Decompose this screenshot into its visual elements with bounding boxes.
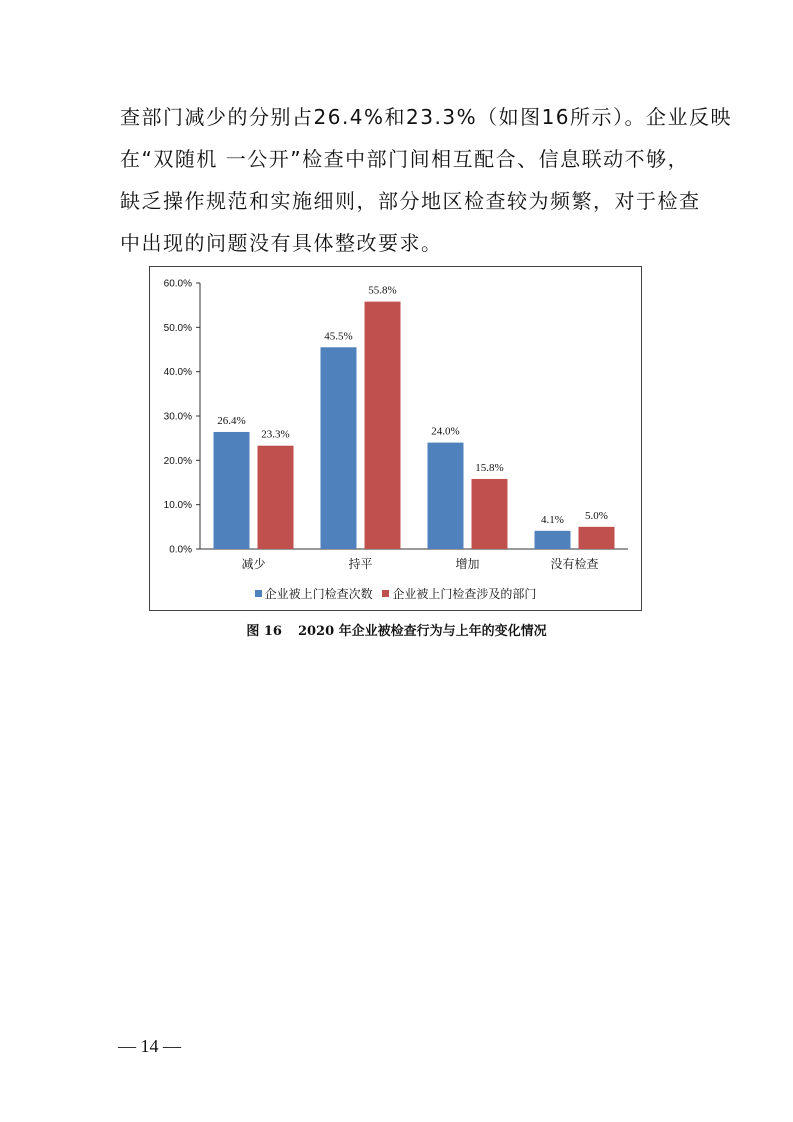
body-paragraph xyxy=(120,96,733,264)
y-tick-label: 40.0% xyxy=(163,367,192,379)
legend-label-series-1: 企业被上门检查次数 xyxy=(264,587,373,601)
data-label: 26.4% xyxy=(217,414,246,427)
data-label: 24.0% xyxy=(431,425,460,438)
legend-swatch-series-2 xyxy=(382,590,389,597)
y-tick-label: 30.0% xyxy=(163,411,192,423)
bar-chart xyxy=(149,266,642,611)
bar-1-4 xyxy=(535,531,571,549)
category-label: 持平 xyxy=(348,557,373,571)
category-label: 增加 xyxy=(455,557,480,571)
chart-legend xyxy=(150,585,641,602)
figure-number: 图 16 xyxy=(246,624,282,639)
bar-2-1 xyxy=(258,446,294,549)
legend-label-series-2: 企业被上门检查涉及的部门 xyxy=(392,587,537,601)
data-label: 23.3% xyxy=(261,428,290,441)
y-tick-label: 50.0% xyxy=(163,322,192,334)
legend-item-series-2 xyxy=(382,585,536,602)
body-line-4: 中出现的问题没有具体整改要求。 xyxy=(120,231,443,255)
legend-item-series-1 xyxy=(255,585,373,602)
data-label: 4.1% xyxy=(541,513,564,526)
bar-chart-svg xyxy=(150,267,643,585)
y-tick-label: 0.0% xyxy=(169,544,192,556)
body-line-1: 查部门减少的分别占26.4%和23.3%（如图16所示）。企业反映 xyxy=(120,105,733,129)
data-label: 15.8% xyxy=(475,461,504,474)
legend-swatch-series-1 xyxy=(255,590,262,597)
bar-1-3 xyxy=(428,443,464,549)
bar-1-1 xyxy=(214,432,250,549)
data-label: 5.0% xyxy=(585,509,608,522)
data-label: 55.8% xyxy=(368,284,397,297)
y-tick-label: 20.0% xyxy=(163,455,192,467)
bar-1-2 xyxy=(321,347,357,549)
bar-2-4 xyxy=(579,527,615,549)
body-line-2: 在“双随机 一公开”检查中部门间相互配合、信息联动不够， xyxy=(120,147,690,171)
category-label: 减少 xyxy=(241,557,266,571)
bar-2-2 xyxy=(365,302,401,549)
bar-2-3 xyxy=(472,479,508,549)
y-tick-label: 60.0% xyxy=(163,278,192,290)
body-line-3: 缺乏操作规范和实施细则，部分地区检查较为频繁，对于检查 xyxy=(120,189,701,213)
data-label: 45.5% xyxy=(324,330,353,343)
page-number: — 14 — xyxy=(118,1036,181,1056)
figure-caption xyxy=(0,620,793,639)
y-tick-label: 10.0% xyxy=(163,500,192,512)
category-label: 没有检查 xyxy=(550,557,599,571)
figure-title: 2020 年企业被检查行为与上年的变化情况 xyxy=(297,624,547,639)
